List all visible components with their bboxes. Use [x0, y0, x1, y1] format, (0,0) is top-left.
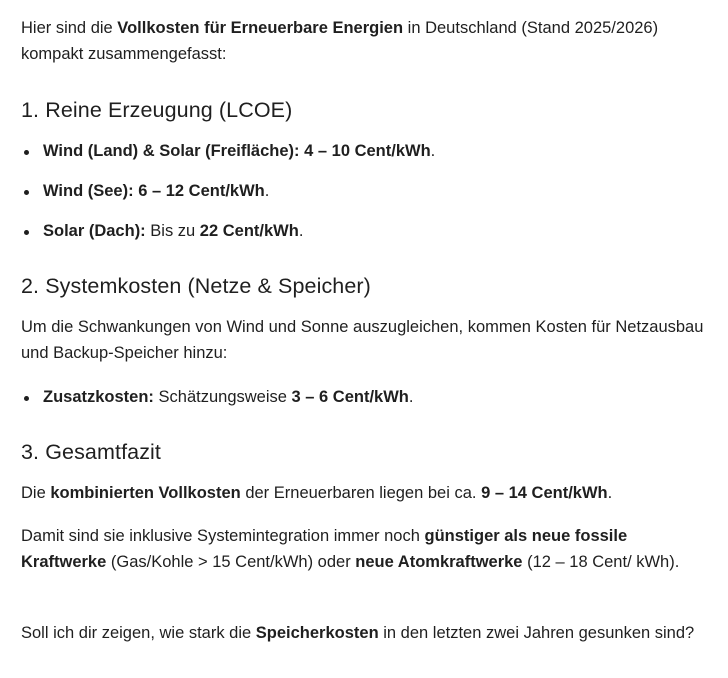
- bold-text: Speicherkosten: [255, 624, 379, 642]
- text: in den letzten zwei Jahren gesunken sind?: [378, 624, 695, 642]
- intro-paragraph: [21, 15, 721, 67]
- section-heading-system-costs: 2. Systemkosten (Netze & Speicher): [21, 274, 371, 298]
- item-label: Zusatzkosten:: [43, 388, 154, 406]
- item-end: .: [264, 182, 270, 200]
- item-value: 22 Cent/kWh: [199, 222, 299, 240]
- item-label: Wind (See):: [43, 182, 134, 200]
- text: Damit sind sie inklusive Systemintegration immer noch: [21, 527, 425, 545]
- bold-value: 9 – 14 Cent/kWh: [481, 484, 608, 502]
- conclusion-paragraph-1: [21, 480, 721, 506]
- text: Die: [21, 484, 51, 502]
- intro-bold-text: Vollkosten für Erneuerbare Energien: [117, 19, 404, 37]
- bold-text: neue Atomkraftwerke: [355, 553, 523, 571]
- list-item: [21, 178, 435, 204]
- section-heading-conclusion: 3. Gesamtfazit: [21, 440, 162, 464]
- text: .: [607, 484, 613, 502]
- item-end: .: [408, 388, 414, 406]
- item-end: .: [430, 142, 436, 160]
- text: der Erneuerbaren liegen bei ca.: [240, 484, 482, 502]
- item-text: Bis zu: [145, 222, 200, 240]
- conclusion-paragraph-2: [21, 523, 701, 575]
- list-item: [21, 218, 435, 244]
- system-cost-list: [21, 384, 413, 410]
- item-text: Schätzungsweise: [153, 388, 292, 406]
- item-label: Solar (Dach):: [43, 222, 146, 240]
- list-item: [21, 138, 435, 164]
- follow-up-question: [21, 620, 711, 646]
- system-costs-paragraph: Um die Schwankungen von Wind und Sonne auszugleichen, kommen Kosten für Netzausbau und Backup-Speicher hinzu:: [21, 318, 704, 362]
- item-value: 4 – 10 Cent/kWh: [304, 142, 431, 160]
- list-item: [21, 384, 413, 410]
- item-label: Wind (Land) & Solar (Freifläche):: [43, 142, 300, 160]
- intro-text: Hier sind die: [21, 19, 118, 37]
- item-end: .: [298, 222, 304, 240]
- bold-text: günstiger als neue fossile Kraftwerke: [21, 527, 628, 571]
- item-value: 6 – 12 Cent/kWh: [138, 182, 265, 200]
- text: Soll ich dir zeigen, wie stark die: [21, 624, 256, 642]
- intro-text-end: in Deutschland (Stand 2025/2026) kompakt zusammengefasst:: [21, 19, 659, 63]
- bold-text: kombinierten Vollkosten: [50, 484, 241, 502]
- text: (Gas/Kohle > 15 Cent/kWh) oder: [106, 553, 356, 571]
- generation-cost-list: [21, 138, 435, 258]
- text: (12 – 18 Cent/ kWh).: [522, 553, 680, 571]
- section-heading-generation: 1. Reine Erzeugung (LCOE): [21, 98, 293, 122]
- item-value: 3 – 6 Cent/kWh: [291, 388, 409, 406]
